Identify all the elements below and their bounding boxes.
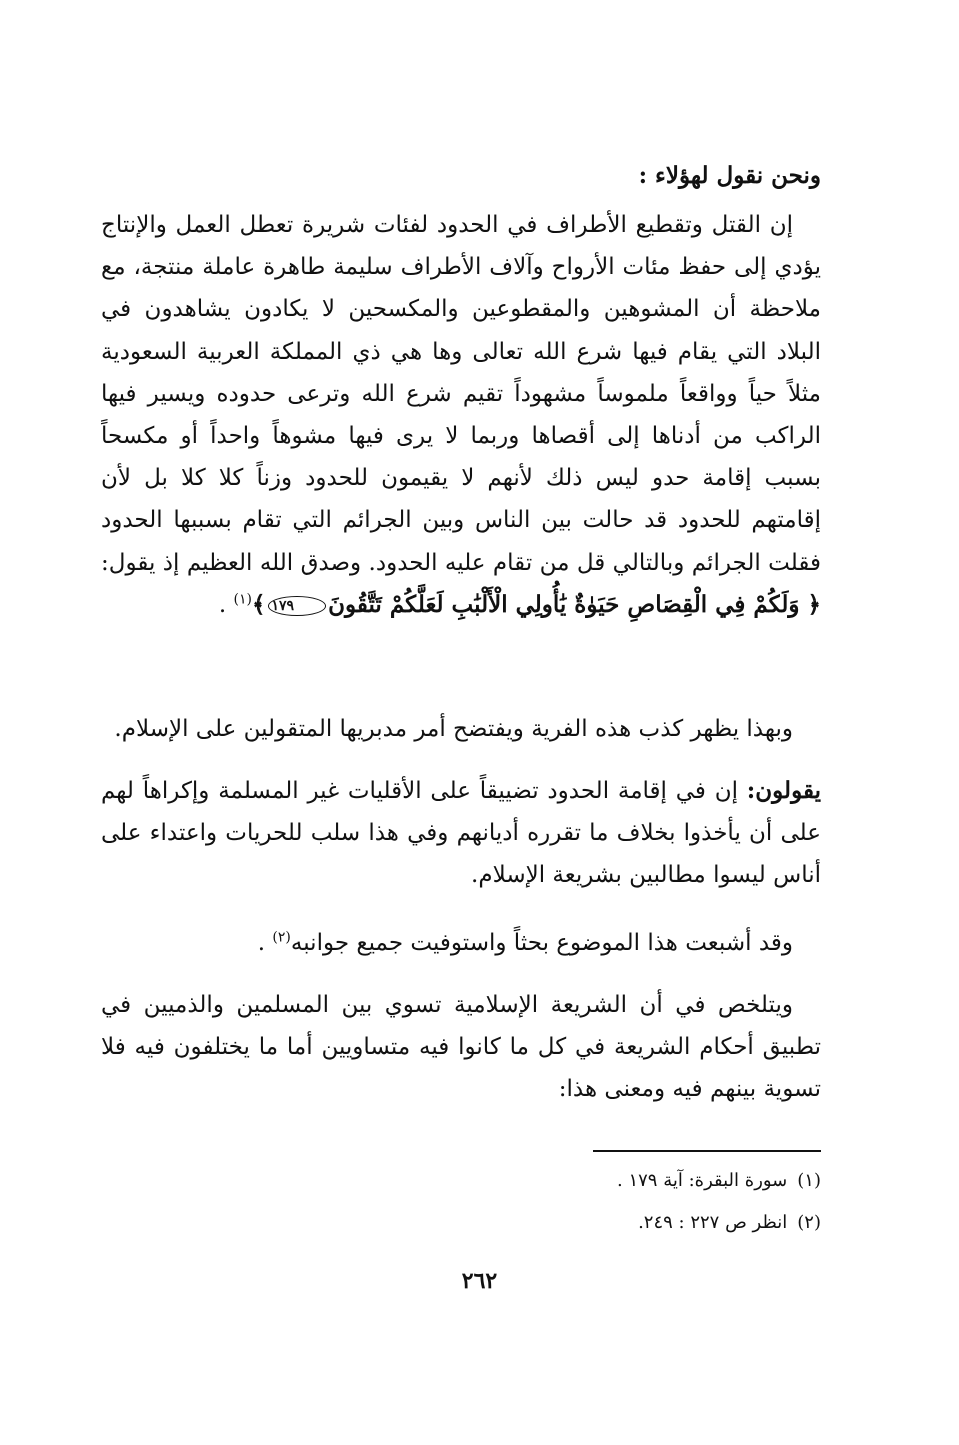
paragraph-4-text: وقد أشبعت هذا الموضوع بحثاً واستوفيت جميع جوانبه [290, 930, 793, 956]
paragraph-4-end: . [257, 930, 273, 956]
quran-verse [252, 591, 821, 618]
paragraph-3-lead: يقولون: [746, 777, 821, 804]
paragraph-1 [101, 204, 821, 626]
paragraph-3 [101, 770, 821, 897]
paragraph-1-end: . [218, 591, 234, 618]
paragraph-1-text: إن القتل وتقطيع الأطراف في الحدود لفئات شريرة تعطل العمل والإنتاج يؤدي إلى حفظ مئات الأرواح وآلاف الأطراف سليمة طاهرة عاملة منتجة، مع ملاحظة أن المشوهين والمقطوعين والمكسحين لا يكادون يشاهدون في البلاد التي يقام فيها شرع الله تعالى وها هي ذي المملكة العربية السعودية مثلاً حياً وواقعاً ملموساً مشهوداً تقيم شرع الله وترعى حدوده ويسير فيها الراكب من أدناها إلى أقصاها وربما لا يرى فيها مشوهاً واحداً أو مكسحاً بسبب إقامة حدو ليس ذلك لأنهم لا يقيمون للحدود وزناً كلا كلا بل لأن إقامتهم للحدود قد حالت بين الناس وبين الجرائم التي تقام بسببها الحدود فقلت الجرائم وبالتالي قل من تقام عليه الحدود. وصدق الله العظيم إذ يقول: [101, 212, 821, 576]
quran-verse-text: وَلَكُمْ فِي الْقِصَاصِ حَيَوٰةٌ يَٰأُولِي الْأَلْبَٰبِ لَعَلَّكُمْ تَتَّقُونَ [328, 590, 800, 618]
footnote-divider [593, 1150, 821, 1152]
footnote-2-text: انظر ص ٢٢٧ : ٢٤٩. [638, 1212, 788, 1233]
footnotes-list [101, 1160, 821, 1244]
footnote-1-number: (١) [797, 1170, 821, 1191]
page-number: ٢٦٢ [461, 1268, 498, 1294]
paragraph-4 [101, 922, 821, 964]
footnote-ref-2: (٢) [272, 929, 291, 946]
paragraph-3-text: إن في إقامة الحدود تضييقاً على الأقليات غير المسلمة وإكراهاً لهم على أن يأخذوا بخلاف ما تقرره أديانهم وفي هذا سلب للحريات واعتداء على أناس ليسوا مطالبين بشريعة الإسلام. [101, 778, 821, 889]
footnote-2 [101, 1202, 821, 1244]
quran-close-bracket: ﴾ [252, 590, 266, 618]
footnote-1 [101, 1160, 821, 1202]
footnote-1-text: سورة البقرة: آية ١٧٩ . [617, 1170, 788, 1191]
verse-number-marker: ١٧٩ [268, 596, 327, 616]
footnote-ref-1: (١) [233, 591, 253, 608]
paragraph-2: وبهذا يظهر كذب هذه الفرية ويفتضح أمر مدبريها المتقولين على الإسلام. [114, 716, 793, 742]
paragraph-5: ويتلخص في أن الشريعة الإسلامية تسوي بين المسلمين والذميين في تطبيق أحكام الشريعة في كل ما كانوا فيه متساويين أما ما يختلفون فيه فلا تسوية بينهم فيه ومعنى هذا: [101, 992, 821, 1103]
footnote-2-number: (٢) [797, 1212, 821, 1233]
quran-open-bracket: ﴿ [807, 590, 821, 618]
section-heading: ونحن نقول لهؤلاء : [638, 162, 821, 189]
